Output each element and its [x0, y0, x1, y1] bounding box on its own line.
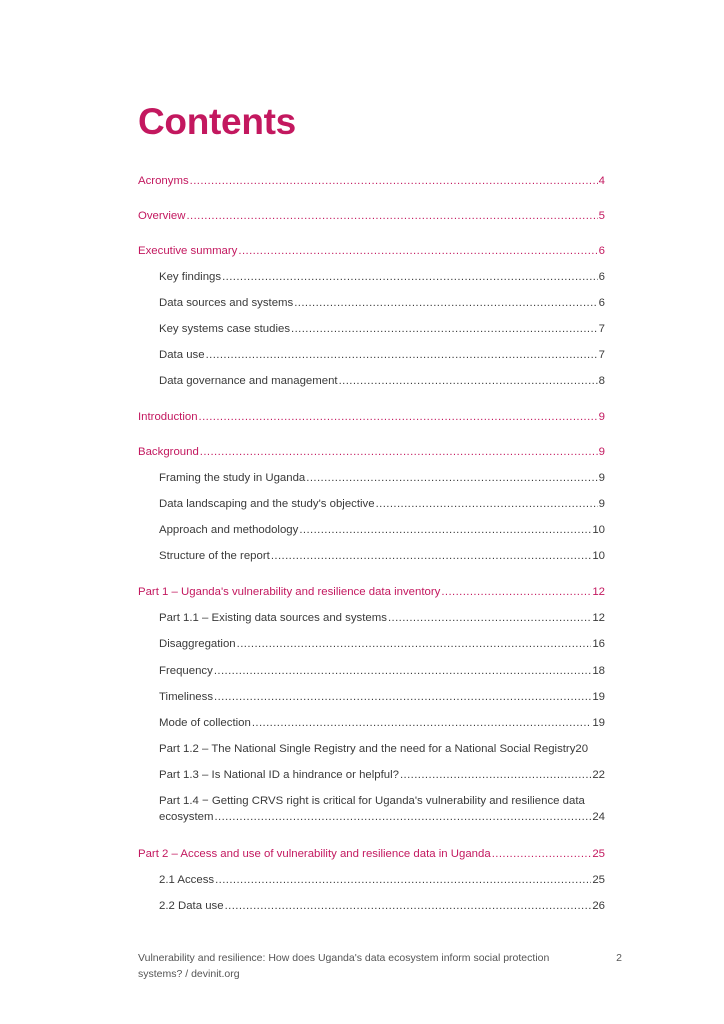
toc-label: Approach and methodology: [159, 524, 299, 536]
toc-page: 5: [598, 210, 605, 222]
toc-leader: [214, 663, 592, 679]
toc-label: Data use: [159, 349, 205, 361]
toc-leader: [291, 321, 598, 337]
toc-page: 10: [592, 524, 605, 536]
toc-page: 25: [592, 848, 605, 860]
toc-label: Introduction: [138, 411, 198, 423]
toc-entry-data-sources[interactable]: [159, 295, 605, 311]
toc-page: 19: [592, 691, 605, 703]
toc-entry-key-findings[interactable]: [159, 269, 605, 285]
toc-label: Timeliness: [159, 691, 214, 703]
toc-label: Part 1.4 − Getting CRVS right is critical for Uganda's vulnerability and resilience data: [159, 795, 585, 807]
toc-entry-introduction[interactable]: [138, 409, 605, 425]
toc-label: Data governance and management: [159, 375, 338, 387]
toc-page: 12: [592, 586, 605, 598]
toc-leader: [225, 898, 592, 914]
toc-page: 6: [598, 297, 605, 309]
toc-page: 6: [598, 271, 605, 283]
toc-leader: [299, 522, 591, 538]
toc-leader: [215, 872, 591, 888]
toc-page: 9: [598, 446, 605, 458]
toc-label: Mode of collection: [159, 717, 251, 729]
toc-label: Data sources and systems: [159, 297, 294, 309]
toc-label: ecosystem: [159, 811, 214, 823]
toc-label: Part 2 – Access and use of vulnerability and resilience data in Uganda: [138, 848, 491, 860]
toc-entry-data-use[interactable]: [159, 347, 605, 363]
toc-entry-part-1[interactable]: [138, 584, 605, 600]
toc-label: Data landscaping and the study's objective: [159, 498, 375, 510]
toc-page: 10: [592, 550, 605, 562]
toc-page: 25: [592, 874, 605, 886]
toc-page: 18: [592, 665, 605, 677]
toc-entry-framing-study[interactable]: [159, 470, 605, 486]
toc-page: 19: [592, 717, 605, 729]
toc-page: 20: [575, 743, 589, 755]
toc-entry-part-1-3[interactable]: [159, 767, 605, 783]
toc-leader: [199, 409, 598, 425]
toc-label: Part 1.2 – The National Single Registry and the need for a National Social Registry: [159, 743, 576, 755]
toc-page: 16: [592, 638, 605, 650]
toc-entry-structure[interactable]: [159, 548, 605, 564]
toc-page: 7: [598, 349, 605, 361]
page-footer: [138, 950, 622, 982]
toc-leader: [186, 208, 597, 224]
footer-page-number: 2: [616, 952, 622, 964]
toc-label: Structure of the report: [159, 550, 270, 562]
toc-leader: [339, 373, 598, 389]
toc-entry-frequency[interactable]: [159, 663, 605, 679]
toc-entry-acronyms[interactable]: [138, 173, 605, 189]
toc-leader: [222, 269, 598, 285]
toc-leader: [214, 809, 591, 825]
toc-label: Overview: [138, 210, 186, 222]
toc-label: 2.2 Data use: [159, 900, 224, 912]
toc-label: Key systems case studies: [159, 323, 291, 335]
toc-entry-mode-of-collection[interactable]: [159, 715, 605, 731]
toc-label: Part 1.3 – Is National ID a hindrance or helpful?: [159, 769, 399, 781]
toc-leader: [376, 496, 598, 512]
toc-label: Executive summary: [138, 245, 238, 257]
toc-leader: [238, 243, 597, 259]
toc-label: Part 1 – Uganda's vulnerability and resilience data inventory: [138, 586, 441, 598]
toc-page: 9: [598, 472, 605, 484]
toc-entry-data-governance[interactable]: [159, 373, 605, 389]
toc-entry-part-1-2[interactable]: [159, 741, 619, 757]
toc-entry-disaggregation[interactable]: [159, 636, 605, 652]
toc-leader: [214, 689, 591, 705]
toc-entry-data-use-2-2[interactable]: [159, 898, 605, 914]
toc-entry-access[interactable]: [159, 872, 605, 888]
toc-leader: [200, 444, 598, 460]
toc-label: 2.1 Access: [159, 874, 215, 886]
toc-leader: [400, 767, 591, 783]
toc-entry-part-1-4[interactable]: [159, 793, 619, 825]
toc-leader: [237, 636, 592, 652]
toc-label: Part 1.1 – Existing data sources and systems: [159, 612, 387, 624]
toc-leader: [492, 846, 592, 862]
toc-label: Acronyms: [138, 175, 189, 187]
toc-leader: [441, 584, 591, 600]
toc-page: 26: [592, 900, 605, 912]
toc-leader: [190, 173, 598, 189]
toc-entry-case-studies[interactable]: [159, 321, 605, 337]
toc-page: 9: [598, 498, 605, 510]
footer-text: Vulnerability and resilience: How does Uganda's data ecosystem inform social protection systems? / devinit.org: [138, 952, 550, 980]
toc-label-continued: [159, 809, 605, 825]
toc-entry-background[interactable]: [138, 444, 605, 460]
toc-page: 12: [592, 612, 605, 624]
toc-page: 9: [598, 411, 605, 423]
toc-leader: [306, 470, 597, 486]
toc-entry-timeliness[interactable]: [159, 689, 605, 705]
toc-page: 7: [598, 323, 605, 335]
toc-entry-part-2[interactable]: [138, 846, 605, 862]
toc-page: 24: [592, 811, 605, 823]
toc-page: 8: [598, 375, 605, 387]
toc-entry-executive-summary[interactable]: [138, 243, 605, 259]
toc-page: 4: [598, 175, 605, 187]
toc-label: Key findings: [159, 271, 222, 283]
toc-label: Background: [138, 446, 199, 458]
toc-entry-part-1-1[interactable]: [159, 610, 605, 626]
toc-page: 22: [592, 769, 605, 781]
toc-label: Framing the study in Uganda: [159, 472, 306, 484]
toc-label: Frequency: [159, 665, 213, 677]
toc-leader: [206, 347, 598, 363]
toc-entry-overview[interactable]: [138, 208, 605, 224]
toc-leader: [252, 715, 592, 731]
toc-entry-data-landscaping[interactable]: [159, 496, 605, 512]
toc-page: 6: [598, 245, 605, 257]
toc-entry-approach[interactable]: [159, 522, 605, 538]
page-title: Contents: [138, 101, 296, 142]
toc-leader: [271, 548, 592, 564]
toc-label: Disaggregation: [159, 638, 236, 650]
toc-leader: [294, 295, 597, 311]
toc-leader: [388, 610, 591, 626]
